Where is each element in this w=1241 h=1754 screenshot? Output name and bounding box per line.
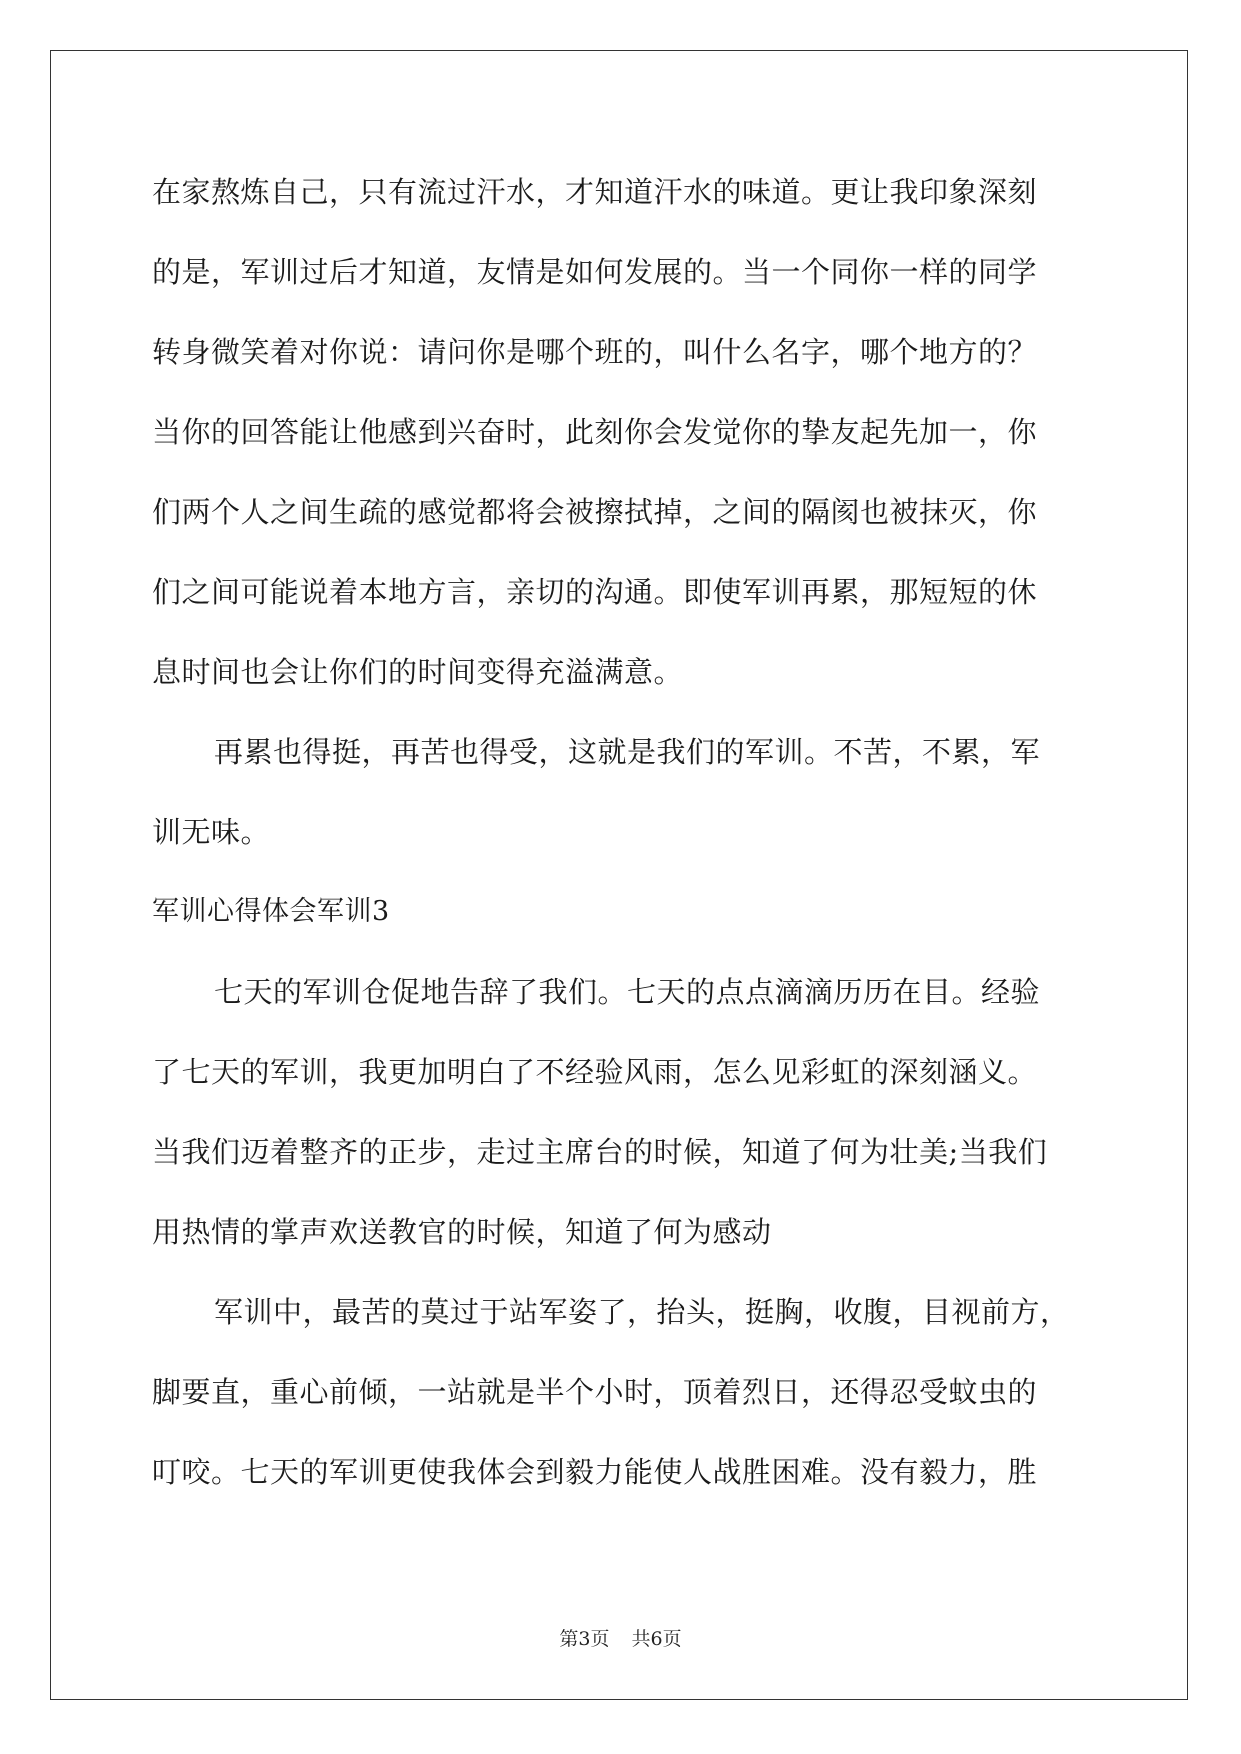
paragraph-start-line: 再累也得挺，再苦也得受，这就是我们的军训。不苦，不累，军 (214, 735, 1041, 769)
paragraph-start-line: 军训中，最苦的莫过于站军姿了，抬头，挺胸，收腹，目视前方， (214, 1295, 1070, 1329)
text-line: 们之间可能说着本地方言，亲切的沟通。即使军训再累，那短短的休 (152, 575, 1038, 609)
page-number-total: 共6页 (631, 1628, 682, 1650)
text-line: 当你的回答能让他感到兴奋时，此刻你会发觉你的挚友起先加一，你 (152, 415, 1038, 449)
document-body (152, 166, 1094, 1526)
text-line: 转身微笑着对你说：请问你是哪个班的，叫什么名字，哪个地方的？ (152, 335, 1038, 369)
text-line: 用热情的掌声欢送教官的时候，知道了何为感动 (152, 1215, 772, 1249)
text-line: 们两个人之间生疏的感觉都将会被擦拭掉，之间的隔阂也被抹灭，你 (152, 495, 1038, 529)
section-heading: 军训心得体会军训3 (152, 896, 390, 927)
text-line: 脚要直，重心前倾，一站就是半个小时，顶着烈日，还得忍受蚊虫的 (152, 1375, 1038, 1409)
text-line: 叮咬。七天的军训更使我体会到毅力能使人战胜困难。没有毅力，胜 (152, 1455, 1038, 1489)
text-line: 在家熬炼自己，只有流过汗水，才知道汗水的味道。更让我印象深刻 (152, 175, 1038, 209)
page-number-current: 第3页 (559, 1628, 610, 1650)
text-line: 了七天的军训，我更加明白了不经验风雨，怎么见彩虹的深刻涵义。 (152, 1055, 1038, 1089)
text-line: 训无味。 (152, 815, 271, 849)
text-line: 当我们迈着整齐的正步，走过主席台的时候，知道了何为壮美;当我们 (152, 1135, 1048, 1169)
text-line: 的是，军训过后才知道，友情是如何发展的。当一个同你一样的同学 (152, 255, 1038, 289)
text-line: 息时间也会让你们的时间变得充溢满意。 (152, 655, 684, 689)
paragraph-start-line: 七天的军训仓促地告辞了我们。七天的点点滴滴历历在目。经验 (214, 975, 1041, 1009)
page-footer (0, 1624, 1241, 1651)
